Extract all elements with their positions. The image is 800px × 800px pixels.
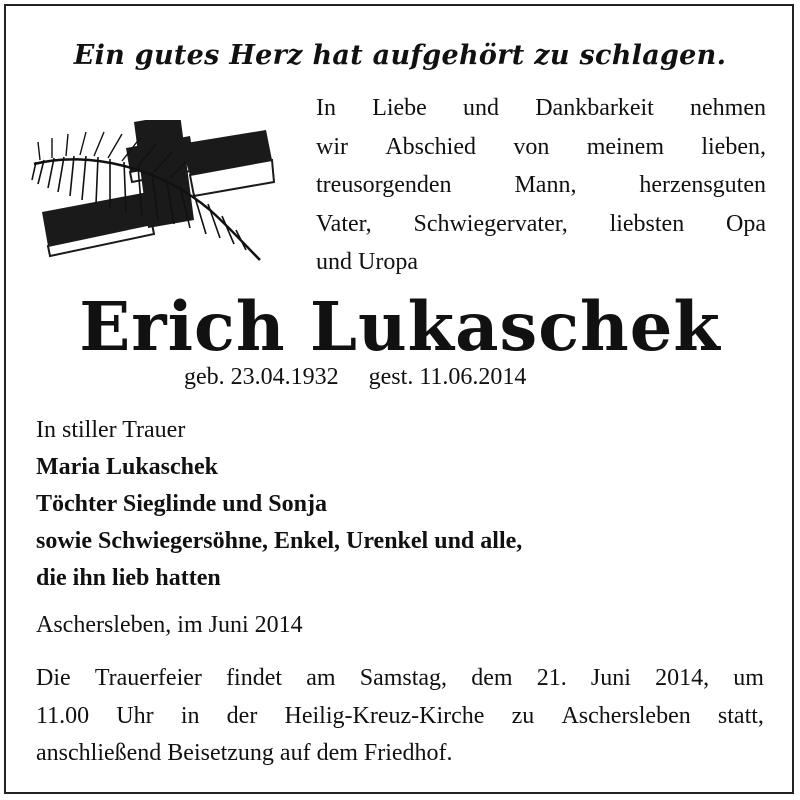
cross-with-feather-icon bbox=[30, 120, 280, 270]
lower-cross bbox=[42, 192, 154, 256]
life-dates bbox=[184, 364, 526, 391]
mourner-line: die ihn lieb hatten bbox=[36, 565, 221, 591]
funeral-line: anschließend Beisetzung auf dem Friedhof. bbox=[36, 740, 453, 766]
funeral-notice bbox=[36, 660, 764, 773]
funeral-line: 11.00 Uhr in der Heilig-Kreuz-Kirche zu Aschersleben statt, bbox=[36, 702, 764, 729]
birth-date: geb. 23.04.1932 bbox=[184, 364, 339, 390]
intro-line: und Uropa bbox=[316, 249, 418, 275]
mourner-line: Töchter Sieglinde und Sonja bbox=[36, 491, 327, 517]
place-date: Aschersleben, im Juni 2014 bbox=[36, 612, 303, 638]
deceased-name: Erich Lukaschek bbox=[79, 287, 721, 366]
intro-line: In Liebe und Dankbarkeit nehmen bbox=[316, 95, 766, 121]
funeral-line: Die Trauerfeier findet am Samstag, dem 21. Juni 2014, um bbox=[36, 665, 764, 691]
mourners-block bbox=[36, 412, 522, 597]
intro-line: treusorgenden Mann, herzensguten bbox=[316, 172, 766, 198]
intro-text bbox=[316, 89, 776, 282]
intro-line: Vater, Schwiegervater, liebsten Opa bbox=[316, 210, 766, 237]
mourner-line: Maria Lukaschek bbox=[36, 454, 219, 480]
mourners-intro: In stiller Trauer bbox=[36, 417, 186, 443]
mourner-line: sowie Schwiegersöhne, Enkel, Urenkel und alle, bbox=[36, 528, 523, 554]
headline: Ein gutes Herz hat aufgehört zu schlagen. bbox=[73, 40, 727, 71]
intro-line: wir Abschied von meinem lieben, bbox=[316, 133, 766, 160]
death-date: gest. 11.06.2014 bbox=[368, 364, 527, 390]
